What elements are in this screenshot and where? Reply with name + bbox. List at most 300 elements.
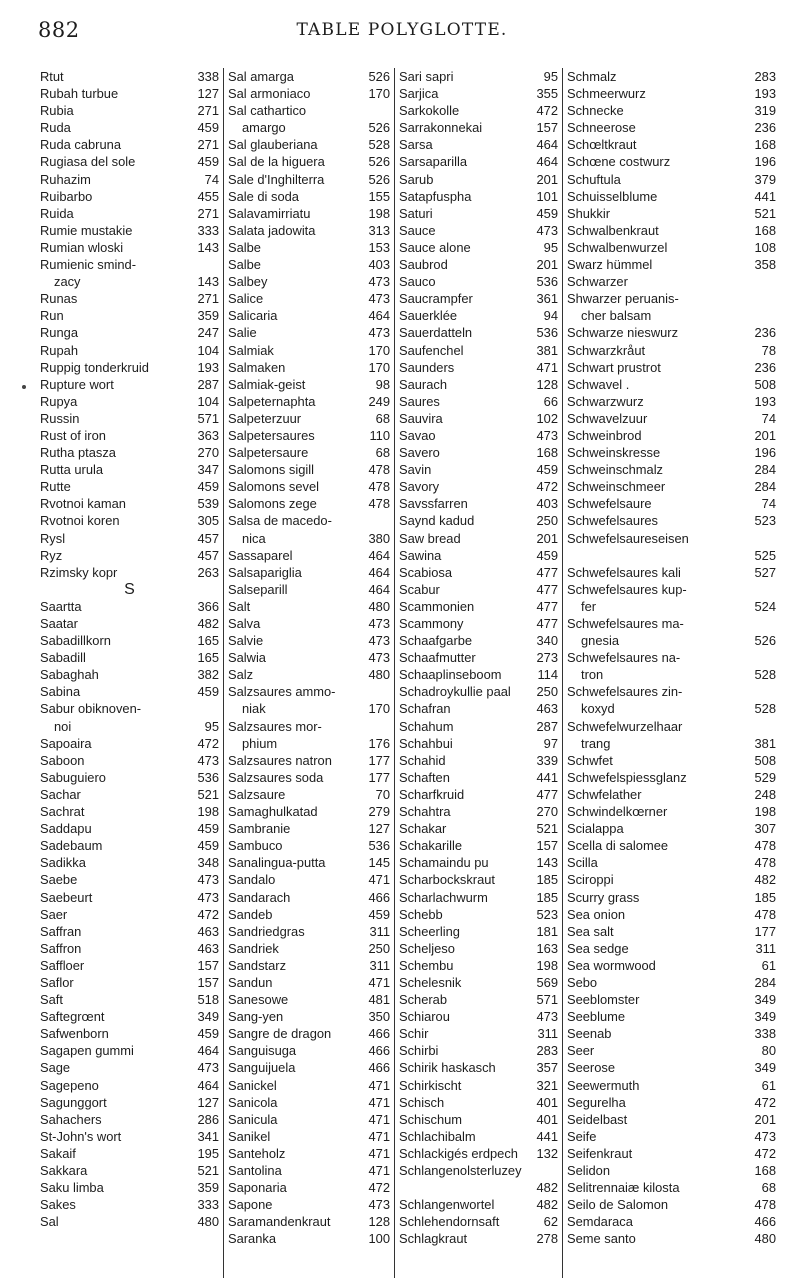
index-entry <box>228 1008 390 1025</box>
entry-page: 466 <box>368 889 390 905</box>
index-entry <box>399 820 558 837</box>
index-entry <box>228 854 390 871</box>
entry-term: Sarjica <box>399 86 439 102</box>
entry-term: Saku limba <box>40 1180 104 1196</box>
index-entry <box>40 530 219 547</box>
entry-page: 101 <box>536 188 558 204</box>
entry-term: Sauerklée <box>399 308 458 324</box>
entry-term: nica <box>242 530 266 546</box>
entry-term: Sachar <box>40 786 81 802</box>
entry-term: Schwavel . <box>567 376 630 392</box>
entry-page: 74 <box>761 496 776 512</box>
entry-page: 311 <box>537 1026 558 1042</box>
entry-page: 74 <box>761 410 776 426</box>
entry-term: Salomons sigill <box>228 462 314 478</box>
entry-page: 463 <box>536 701 558 717</box>
index-column-2 <box>223 68 394 1278</box>
entry-page: 201 <box>536 171 558 187</box>
entry-page: 473 <box>368 274 390 290</box>
index-entry <box>40 991 219 1008</box>
index-entry <box>228 700 390 717</box>
entry-page: 401 <box>536 1111 558 1127</box>
entry-term: Seidelbast <box>567 1111 628 1127</box>
entry-term: Sal cathartico <box>228 103 307 119</box>
entry-page: 361 <box>536 291 558 307</box>
entry-page: 157 <box>536 120 558 136</box>
entry-term: Schiarou <box>399 1009 450 1025</box>
entry-page: 480 <box>197 1214 219 1230</box>
index-entry <box>399 1059 558 1076</box>
entry-page: 482 <box>197 616 219 631</box>
entry-page: 273 <box>536 650 558 666</box>
index-entry <box>399 188 558 205</box>
entry-page: 319 <box>754 103 776 119</box>
index-entry <box>567 632 776 649</box>
entry-term: Schlagkraut <box>399 1231 468 1247</box>
entry-page: 61 <box>761 957 776 973</box>
index-entry <box>567 940 776 957</box>
entry-term: Rutte <box>40 479 71 495</box>
entry-term: Sanguisuga <box>228 1043 297 1059</box>
entry-term: Sandun <box>228 974 273 990</box>
entry-page: 170 <box>368 359 390 375</box>
entry-term: Sea wormwood <box>567 957 656 973</box>
index-entry <box>567 530 776 547</box>
index-entry <box>40 683 219 700</box>
entry-page: 459 <box>197 154 219 170</box>
entry-term: Salavamirriatu <box>228 205 311 221</box>
index-entry <box>40 1128 219 1145</box>
entry-page: 247 <box>197 325 219 341</box>
entry-term: Sarrakonnekai <box>399 120 483 136</box>
entry-term: Saurach <box>399 376 448 392</box>
entry-term: Saboon <box>40 752 85 768</box>
index-entry <box>40 136 219 153</box>
index-entry <box>40 290 219 307</box>
entry-term: Salice <box>228 291 264 307</box>
entry-term: Saturi <box>399 205 433 221</box>
entry-term: Run <box>40 308 64 324</box>
index-entry <box>40 444 219 461</box>
index-entry <box>567 68 776 85</box>
index-entry <box>399 700 558 717</box>
index-entry <box>40 632 219 649</box>
entry-term: Sciroppi <box>567 872 614 888</box>
index-entry <box>399 889 558 906</box>
entry-term: Sarsaparilla <box>399 154 468 170</box>
index-entry <box>399 666 558 683</box>
entry-term: Schwarzwurz <box>567 393 644 409</box>
index-entry <box>40 547 219 564</box>
index-entry <box>567 906 776 923</box>
index-entry <box>40 393 219 410</box>
entry-page: 347 <box>197 462 219 478</box>
entry-page: 196 <box>754 445 776 461</box>
index-entry <box>228 68 390 85</box>
index-entry <box>228 444 390 461</box>
index-entry <box>567 820 776 837</box>
entry-page: 193 <box>754 86 776 102</box>
index-entry <box>40 273 219 290</box>
entry-term: Sage <box>40 1060 71 1076</box>
index-entry <box>40 410 219 427</box>
entry-page <box>752 290 776 307</box>
entry-term: Saures <box>399 393 440 409</box>
entry-page: 198 <box>368 205 390 221</box>
entry-page: 508 <box>754 376 776 392</box>
entry-page: 333 <box>197 222 219 238</box>
entry-term: fer <box>581 598 597 614</box>
entry-term: Ruda cabruna <box>40 137 121 153</box>
entry-page: 321 <box>536 1077 558 1093</box>
entry-page: 381 <box>536 342 558 358</box>
entry-page: 177 <box>754 923 776 939</box>
index-entry <box>40 307 219 324</box>
entry-term: Schaften <box>399 769 450 785</box>
entry-term: Sadikka <box>40 855 86 871</box>
entry-term: amargo <box>242 120 286 136</box>
entry-page: 145 <box>368 855 390 871</box>
index-entry <box>567 273 776 290</box>
entry-term: Salbe <box>228 257 261 273</box>
index-column-4 <box>562 68 776 1278</box>
entry-page: 455 <box>197 188 219 204</box>
entry-term: Salpetersaures <box>228 427 315 443</box>
entry-term: Savin <box>399 462 432 478</box>
entry-term: Ruida <box>40 205 74 221</box>
page-number: 882 <box>38 18 80 42</box>
entry-page: 382 <box>197 667 219 683</box>
entry-term: Scherab <box>399 992 448 1008</box>
index-entry <box>40 222 219 239</box>
entry-page: 157 <box>197 957 219 973</box>
index-entry <box>567 256 776 273</box>
index-entry <box>567 1162 776 1179</box>
index-entry <box>567 102 776 119</box>
entry-page: 459 <box>197 479 219 495</box>
entry-page: 459 <box>536 205 558 221</box>
index-entry <box>399 153 558 170</box>
entry-term: Schwarzer <box>567 274 628 290</box>
entry-page: 459 <box>197 684 219 700</box>
entry-page: 128 <box>536 376 558 392</box>
entry-page: 333 <box>197 1197 219 1213</box>
index-entry <box>228 1111 390 1128</box>
entry-term: Schlangenolsterluzey <box>399 1163 522 1178</box>
entry-page: 284 <box>754 479 776 495</box>
entry-page: 477 <box>536 616 558 631</box>
entry-page: 349 <box>197 1009 219 1025</box>
index-entry <box>228 1042 390 1059</box>
index-column-3 <box>394 68 562 1278</box>
entry-page: 97 <box>543 735 558 751</box>
index-entry <box>228 153 390 170</box>
entry-page: 477 <box>536 564 558 580</box>
entry-term: Schir <box>399 1026 429 1042</box>
entry-page: 350 <box>368 1009 390 1025</box>
entry-page <box>752 581 776 598</box>
index-entry <box>567 666 776 683</box>
entry-term: Schafran <box>399 701 451 717</box>
entry-term: Scialappa <box>567 821 624 837</box>
entry-page: 201 <box>536 257 558 273</box>
entry-term: Salicaria <box>228 308 278 324</box>
entry-term: Schwarze nieswurz <box>567 325 679 341</box>
entry-term: Sanikel <box>228 1128 271 1144</box>
entry-page: 348 <box>197 855 219 871</box>
index-entry <box>399 119 558 136</box>
entry-page: 379 <box>754 171 776 187</box>
entry-term: Rubia <box>40 103 74 119</box>
index-entry <box>40 359 219 376</box>
entry-term: Salbe <box>228 239 261 255</box>
entry-term: Schmalz <box>567 69 617 84</box>
index-entry <box>399 940 558 957</box>
entry-page <box>752 307 776 324</box>
entry-page: 153 <box>368 239 390 255</box>
entry-term: Sandeb <box>228 906 273 922</box>
entry-page: 464 <box>536 137 558 153</box>
entry-page <box>752 718 776 735</box>
index-entry <box>567 444 776 461</box>
entry-term: Rzimsky kopr <box>40 564 118 580</box>
entry-term: Schwefelsaureseisen <box>567 530 689 546</box>
entry-page: 477 <box>536 786 558 802</box>
entry-term: Saponaria <box>228 1180 287 1196</box>
entry-page: 66 <box>543 393 558 409</box>
entry-page: 236 <box>754 120 776 136</box>
entry-page: 525 <box>754 547 776 563</box>
index-entry <box>399 837 558 854</box>
entry-page: 193 <box>197 359 219 375</box>
entry-page: 478 <box>368 479 390 495</box>
entry-term: Salmaken <box>228 359 286 375</box>
index-entry <box>228 478 390 495</box>
entry-page: 466 <box>754 1214 776 1230</box>
entry-page: 170 <box>368 342 390 358</box>
entry-page: 472 <box>754 1094 776 1110</box>
entry-page: 471 <box>368 1163 390 1178</box>
entry-page: 104 <box>197 393 219 409</box>
index-entry <box>399 512 558 529</box>
entry-page: 359 <box>197 308 219 324</box>
entry-page: 311 <box>369 923 390 939</box>
entry-page: 459 <box>197 120 219 136</box>
entry-term: Schœne costwurz <box>567 154 671 170</box>
entry-page: 464 <box>368 564 390 580</box>
entry-term: Sabadill <box>40 650 86 666</box>
entry-term: phium <box>242 735 278 751</box>
index-entry <box>40 427 219 444</box>
entry-term: Salt <box>228 598 251 614</box>
entry-term: noi <box>54 718 72 734</box>
index-entry <box>399 564 558 581</box>
entry-page: 521 <box>536 821 558 837</box>
entry-page: 464 <box>368 547 390 563</box>
entry-page: 473 <box>754 1128 776 1144</box>
index-entry <box>399 752 558 769</box>
index-entry <box>399 718 558 735</box>
entry-term: Salpeterzuur <box>228 410 302 426</box>
index-entry <box>399 1230 558 1247</box>
entry-page: 94 <box>543 308 558 324</box>
index-entry <box>40 1025 219 1042</box>
entry-page: 482 <box>536 1197 558 1213</box>
entry-term: Schebb <box>399 906 443 922</box>
index-entry <box>567 957 776 974</box>
entry-term: trang <box>581 735 611 751</box>
entry-page: 473 <box>368 291 390 307</box>
index-entry <box>228 1213 390 1230</box>
index-entry <box>40 974 219 991</box>
entry-page: 539 <box>197 496 219 512</box>
entry-term: Sakkara <box>40 1163 88 1178</box>
entry-page: 340 <box>536 633 558 649</box>
entry-page: 70 <box>375 786 390 802</box>
entry-page: 271 <box>197 137 219 153</box>
index-entry <box>399 393 558 410</box>
entry-page: 471 <box>368 1111 390 1127</box>
index-entry <box>567 239 776 256</box>
entry-term: Schweinschmeer <box>567 479 666 495</box>
entry-page: 473 <box>536 427 558 443</box>
entry-term: Schahtra <box>399 804 451 820</box>
entry-page: 380 <box>368 530 390 546</box>
entry-page <box>752 273 776 290</box>
entry-term: Schwavelzuur <box>567 410 648 426</box>
entry-page: 198 <box>536 957 558 973</box>
entry-term: Rupah <box>40 342 78 358</box>
index-entry <box>399 957 558 974</box>
entry-page: 95 <box>204 718 219 734</box>
index-entry <box>567 495 776 512</box>
index-entry <box>40 906 219 923</box>
entry-term: Schwefelspiessglanz <box>567 769 687 785</box>
entry-page: 236 <box>754 359 776 375</box>
entry-page: 270 <box>536 804 558 820</box>
entry-page: 473 <box>368 1197 390 1213</box>
entry-page: 170 <box>368 86 390 102</box>
index-entry <box>40 735 219 752</box>
index-entry <box>228 683 390 700</box>
index-entry <box>567 1094 776 1111</box>
index-entry <box>40 478 219 495</box>
index-entry <box>228 119 390 136</box>
index-entry <box>40 649 219 666</box>
entry-term: Saft <box>40 992 63 1008</box>
entry-term: Sarsa <box>399 137 433 153</box>
index-entry <box>40 1094 219 1111</box>
index-entry <box>40 495 219 512</box>
entry-page: 355 <box>536 86 558 102</box>
index-entry <box>399 530 558 547</box>
entry-page: 403 <box>536 496 558 512</box>
entry-page: 441 <box>536 1128 558 1144</box>
index-entry <box>228 803 390 820</box>
entry-page: 471 <box>536 359 558 375</box>
entry-page: 168 <box>754 1163 776 1178</box>
index-entry <box>567 564 776 581</box>
index-entry <box>567 1196 776 1213</box>
entry-page: 466 <box>368 1043 390 1059</box>
entry-page: 102 <box>536 410 558 426</box>
entry-term: Schlackigés erdpech <box>399 1145 518 1161</box>
entry-term: Seife <box>567 1128 597 1144</box>
entry-term: Saebeurt <box>40 889 93 905</box>
index-entry <box>399 1042 558 1059</box>
index-entry <box>40 786 219 803</box>
index-entry <box>228 1025 390 1042</box>
entry-term: Saffran <box>40 923 82 939</box>
entry-term: Schamaindu pu <box>399 855 489 871</box>
entry-term: Rubah turbue <box>40 86 119 102</box>
entry-page: 571 <box>197 410 219 426</box>
index-entry <box>228 581 390 598</box>
entry-page: 481 <box>368 992 390 1008</box>
index-entry <box>40 1162 219 1179</box>
index-entry <box>40 957 219 974</box>
index-entry <box>399 495 558 512</box>
entry-term: Ruppig tonderkruid <box>40 359 149 375</box>
entry-page: 477 <box>536 598 558 614</box>
entry-page: 349 <box>754 1009 776 1025</box>
entry-term: Sabadillkorn <box>40 633 111 649</box>
index-entry <box>228 1162 390 1179</box>
entry-term: Rvotnoi kaman <box>40 496 126 512</box>
entry-page: 536 <box>368 838 390 854</box>
entry-page: 201 <box>754 427 776 443</box>
index-entry <box>40 1213 219 1230</box>
entry-page: 482 <box>754 872 776 888</box>
entry-page: 201 <box>754 1111 776 1127</box>
entry-term: Sanguijuela <box>228 1060 296 1076</box>
entry-page: 341 <box>197 1128 219 1144</box>
entry-term: Shukkir <box>567 205 610 221</box>
entry-term: Schwalbenwurzel <box>567 239 668 255</box>
entry-term: Sanesowe <box>228 992 289 1008</box>
entry-page: 114 <box>537 667 558 683</box>
index-entry <box>399 136 558 153</box>
entry-term: Saucrampfer <box>399 291 473 307</box>
entry-page: 271 <box>197 291 219 307</box>
entry-page: 459 <box>536 547 558 563</box>
index-entry <box>399 1213 558 1230</box>
entry-page: 80 <box>761 1043 776 1059</box>
index-entry <box>228 342 390 359</box>
entry-term: Santeholz <box>228 1145 286 1161</box>
entry-page: 177 <box>368 752 390 768</box>
entry-term: Schischum <box>399 1111 463 1127</box>
index-entry <box>399 427 558 444</box>
entry-term: Schlangenwortel <box>399 1197 495 1213</box>
entry-page: 61 <box>761 1077 776 1093</box>
entry-term: Salva <box>228 616 261 631</box>
index-entry <box>228 393 390 410</box>
entry-term: Runas <box>40 291 78 307</box>
entry-page: 176 <box>368 735 390 751</box>
entry-term: Salseparill <box>228 581 288 597</box>
index-entry <box>228 512 390 529</box>
entry-term <box>399 1179 534 1196</box>
index-entry <box>567 598 776 615</box>
entry-term: Scharfkruid <box>399 786 465 802</box>
entry-page: 128 <box>368 1214 390 1230</box>
entry-page: 459 <box>197 1026 219 1042</box>
entry-term: Saw bread <box>399 530 461 546</box>
entry-page: 523 <box>536 906 558 922</box>
entry-page: 473 <box>368 633 390 649</box>
entry-page: 170 <box>368 701 390 717</box>
